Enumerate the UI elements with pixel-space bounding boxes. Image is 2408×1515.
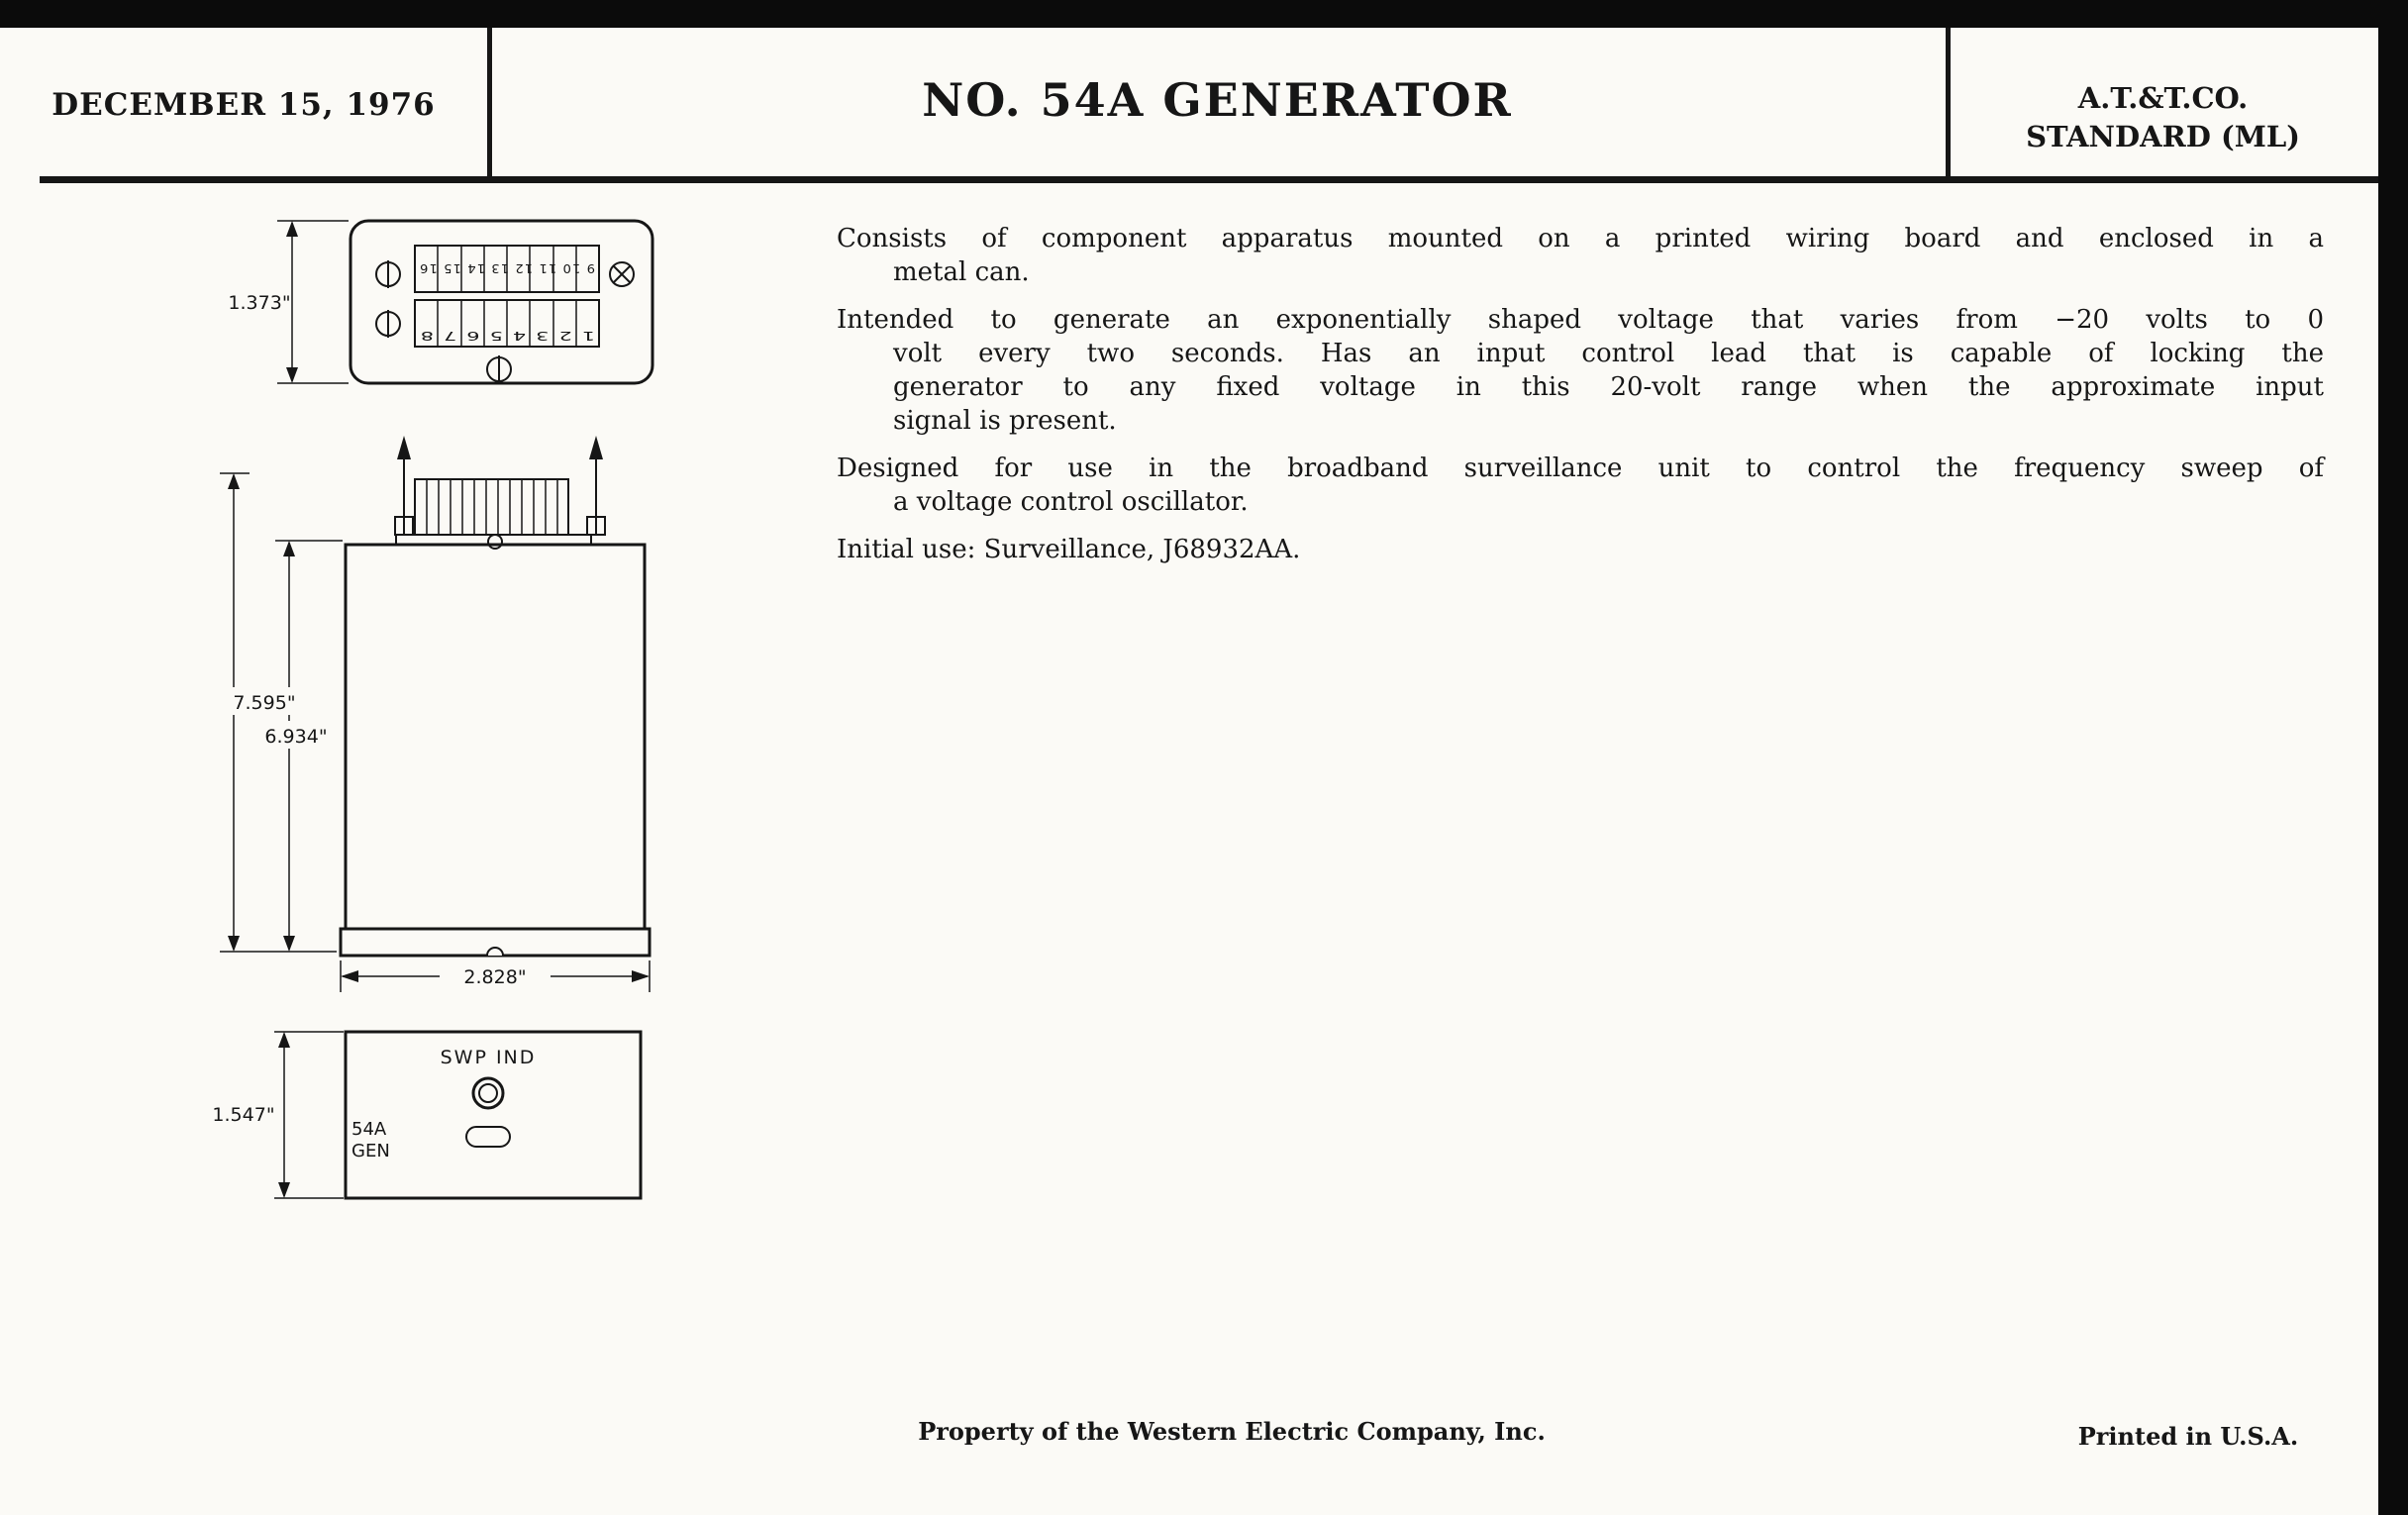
front-view-drawing xyxy=(198,1020,653,1218)
description-line: a voltage control oscillator. xyxy=(893,487,1249,517)
top-view-drawing xyxy=(228,213,663,396)
property-notice: Property of the Western Electric Company, Inc. xyxy=(918,1417,1546,1446)
overall-height-label: 7.595" xyxy=(233,692,296,714)
description-line: volt every two seconds. Has an input control lead that is capable of locking the xyxy=(893,339,2324,368)
description-paragraph xyxy=(837,303,2324,438)
description-line: Consists of component apparatus mounted on a printed wiring board and enclosed in a xyxy=(837,224,2324,253)
cap-fins xyxy=(415,479,568,535)
side-view-drawing xyxy=(149,426,703,1005)
unit-label-gen: GEN xyxy=(351,1141,390,1162)
screw-icon xyxy=(376,310,400,338)
dimension-connector-height xyxy=(228,221,298,383)
can-height-label: 6.934" xyxy=(264,726,328,748)
doc-title: NO. 54A GENERATOR xyxy=(922,73,1513,127)
designation-slot xyxy=(466,1127,510,1147)
description-line: Initial use: Surveillance, J68932AA. xyxy=(837,535,1301,564)
printed-notice: Printed in U.S.A. xyxy=(2077,1422,2299,1451)
dimension-width xyxy=(341,960,650,992)
description-paragraph xyxy=(837,452,2324,519)
description-line: Designed for use in the broadband surveillance unit to control the frequency sweep of xyxy=(837,454,2324,483)
description-paragraph xyxy=(837,222,2324,289)
width-label: 2.828" xyxy=(463,966,527,988)
description-paragraph xyxy=(837,533,2324,566)
terminal-pin xyxy=(587,436,605,535)
standard-type: STANDARD (ML) xyxy=(2026,120,2300,153)
dimension-front-height xyxy=(212,1032,344,1198)
document-page xyxy=(0,28,2378,1515)
unit-label-54a: 54A xyxy=(351,1119,387,1140)
screw-icon xyxy=(487,355,511,383)
description-line: Intended to generate an exponentially shaped voltage that varies from −20 volts to 0 xyxy=(837,305,2324,335)
connector-height-label: 1.373" xyxy=(228,292,291,314)
standard-block xyxy=(1948,79,2378,156)
pin-numbers-top: 9 10 11 12 13 14 15 16 xyxy=(419,261,595,275)
description-line: generator to any fixed voltage in this 20-volt range when the approximate input xyxy=(893,372,2324,402)
front-height-label: 1.547" xyxy=(212,1104,275,1126)
screw-icon xyxy=(610,262,634,286)
description xyxy=(837,222,2324,580)
can-body xyxy=(346,545,645,929)
vent-hole-icon xyxy=(488,535,502,549)
swp-ind-label: SWP IND xyxy=(440,1047,537,1068)
standard-company: A.T.&T.CO. xyxy=(2077,81,2249,115)
pin-numbers-bottom: 1 2 3 4 5 6 7 8 xyxy=(419,329,595,343)
terminal-pin xyxy=(395,436,413,535)
flange-notch xyxy=(487,948,503,956)
header-rule xyxy=(40,176,2378,183)
swp-indicator-lamp xyxy=(473,1078,503,1108)
pin-block xyxy=(415,246,599,347)
doc-date: DECEMBER 15, 1976 xyxy=(51,87,436,123)
description-line: metal can. xyxy=(893,257,1030,287)
screw-icon xyxy=(376,260,400,288)
description-line: signal is present. xyxy=(893,406,1117,436)
